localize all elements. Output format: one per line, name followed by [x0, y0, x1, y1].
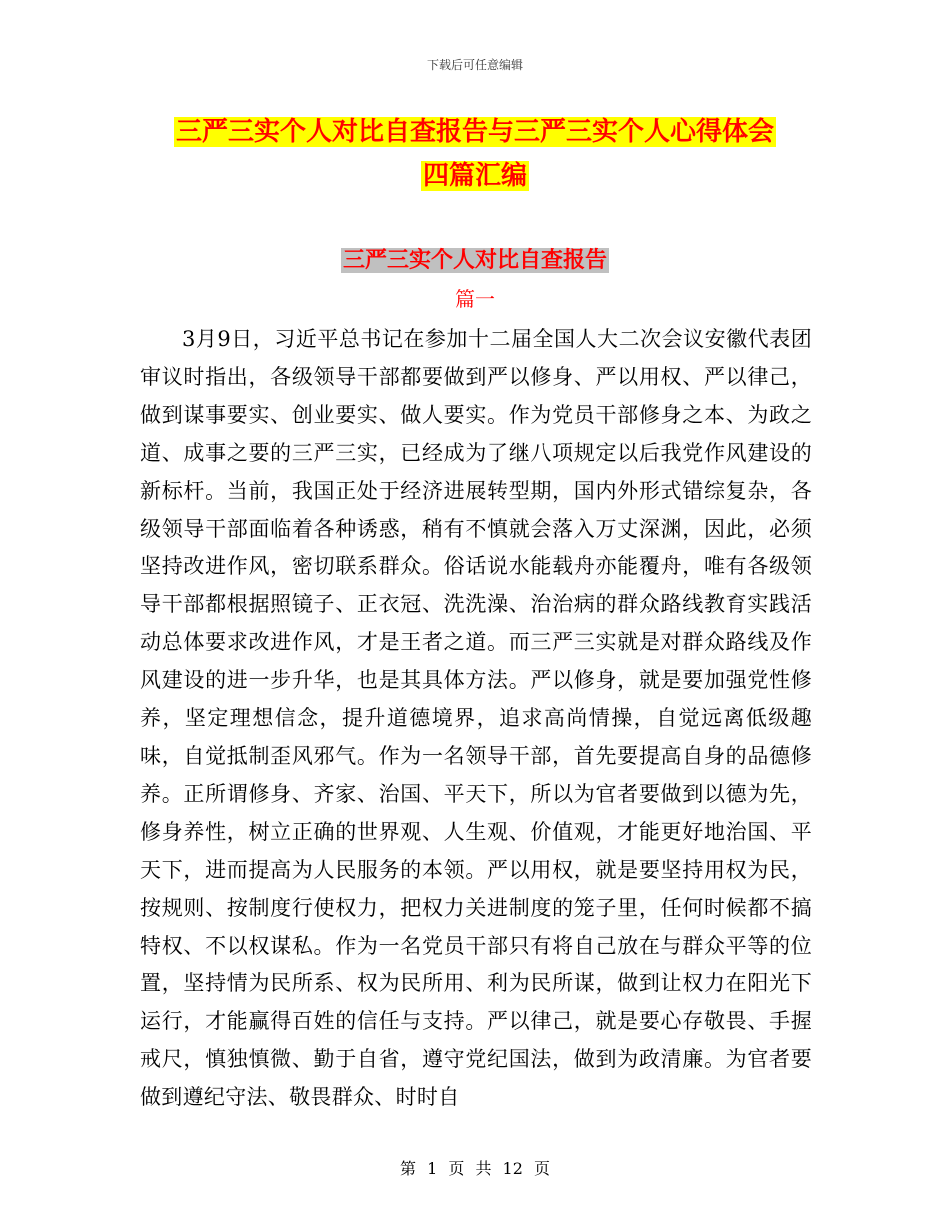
section-title	[0, 244, 950, 278]
title-line-1: 三严三实个人对比自查报告与三严三实个人心得体会	[175, 117, 774, 147]
body-paragraph: 3月9日，习近平总书记在参加十二届全国人大二次会议安徽代表团审议时指出，各级领导干部都要做到严以修身、严以用权、严以律己，做到谋事要实、创业要实、做人要实。作为党员干部修身之本、为政之道、成事之要的三严三实，已经成为了继八项规定以后我党作风建设的新标杆。当前，我国正处于经济进展转型期，国内外形式错综复杂，各级领导干部面临着各种诱惑，稍有不慎就会落入万丈深渊，因此，必须坚持改进作风，密切联系群众。俗话说水能载舟亦能覆舟，唯有各级领导干部都根据照镜子、正衣冠、洗洗澡、治治病的群众路线教育实践活动总体要求改进作风，才是王者之道。而三严三实就是对群众路线及作风建设的进一步升华，也是其具体方法。严以修身，就是要加强党性修养，坚定理想信念，提升道德境界，追求高尚情操，自觉远离低级趣味，自觉抵制歪风邪气。作为一名领导干部，首先要提高自身的品德修养。正所谓修身、齐家、治国、平天下，所以为官者要做到以德为先，修身养性，树立正确的世界观、人生观、价值观，才能更好地治国、平天下，进而提高为人民服务的本领。严以用权，就是要坚持用权为民，按规则、按制度行使权力，把权力关进制度的笼子里，任何时候都不搞特权、不以权谋私。作为一名党员干部只有将自己放在与群众平等的位置，坚持情为民所系、权为民所用、利为民所谋，做到让权力在阳光下运行，才能赢得百姓的信任与支持。严以律己，就是要心存敬畏、手握戒尺，慎独慎微、勤于自省，遵守党纪国法，做到为政清廉。为官者要做到遵纪守法、敬畏群众、时时自	[140, 327, 812, 1110]
page-footer: 第 1 页 共 12 页	[400, 1159, 550, 1178]
section-title-text: 三严三实个人对比自查报告	[342, 248, 607, 273]
header-note: 下载后可任意编辑	[426, 58, 523, 72]
section-subtitle: 篇一	[455, 287, 495, 311]
title-line-2: 四篇汇编	[422, 161, 527, 191]
document-title	[0, 110, 950, 198]
